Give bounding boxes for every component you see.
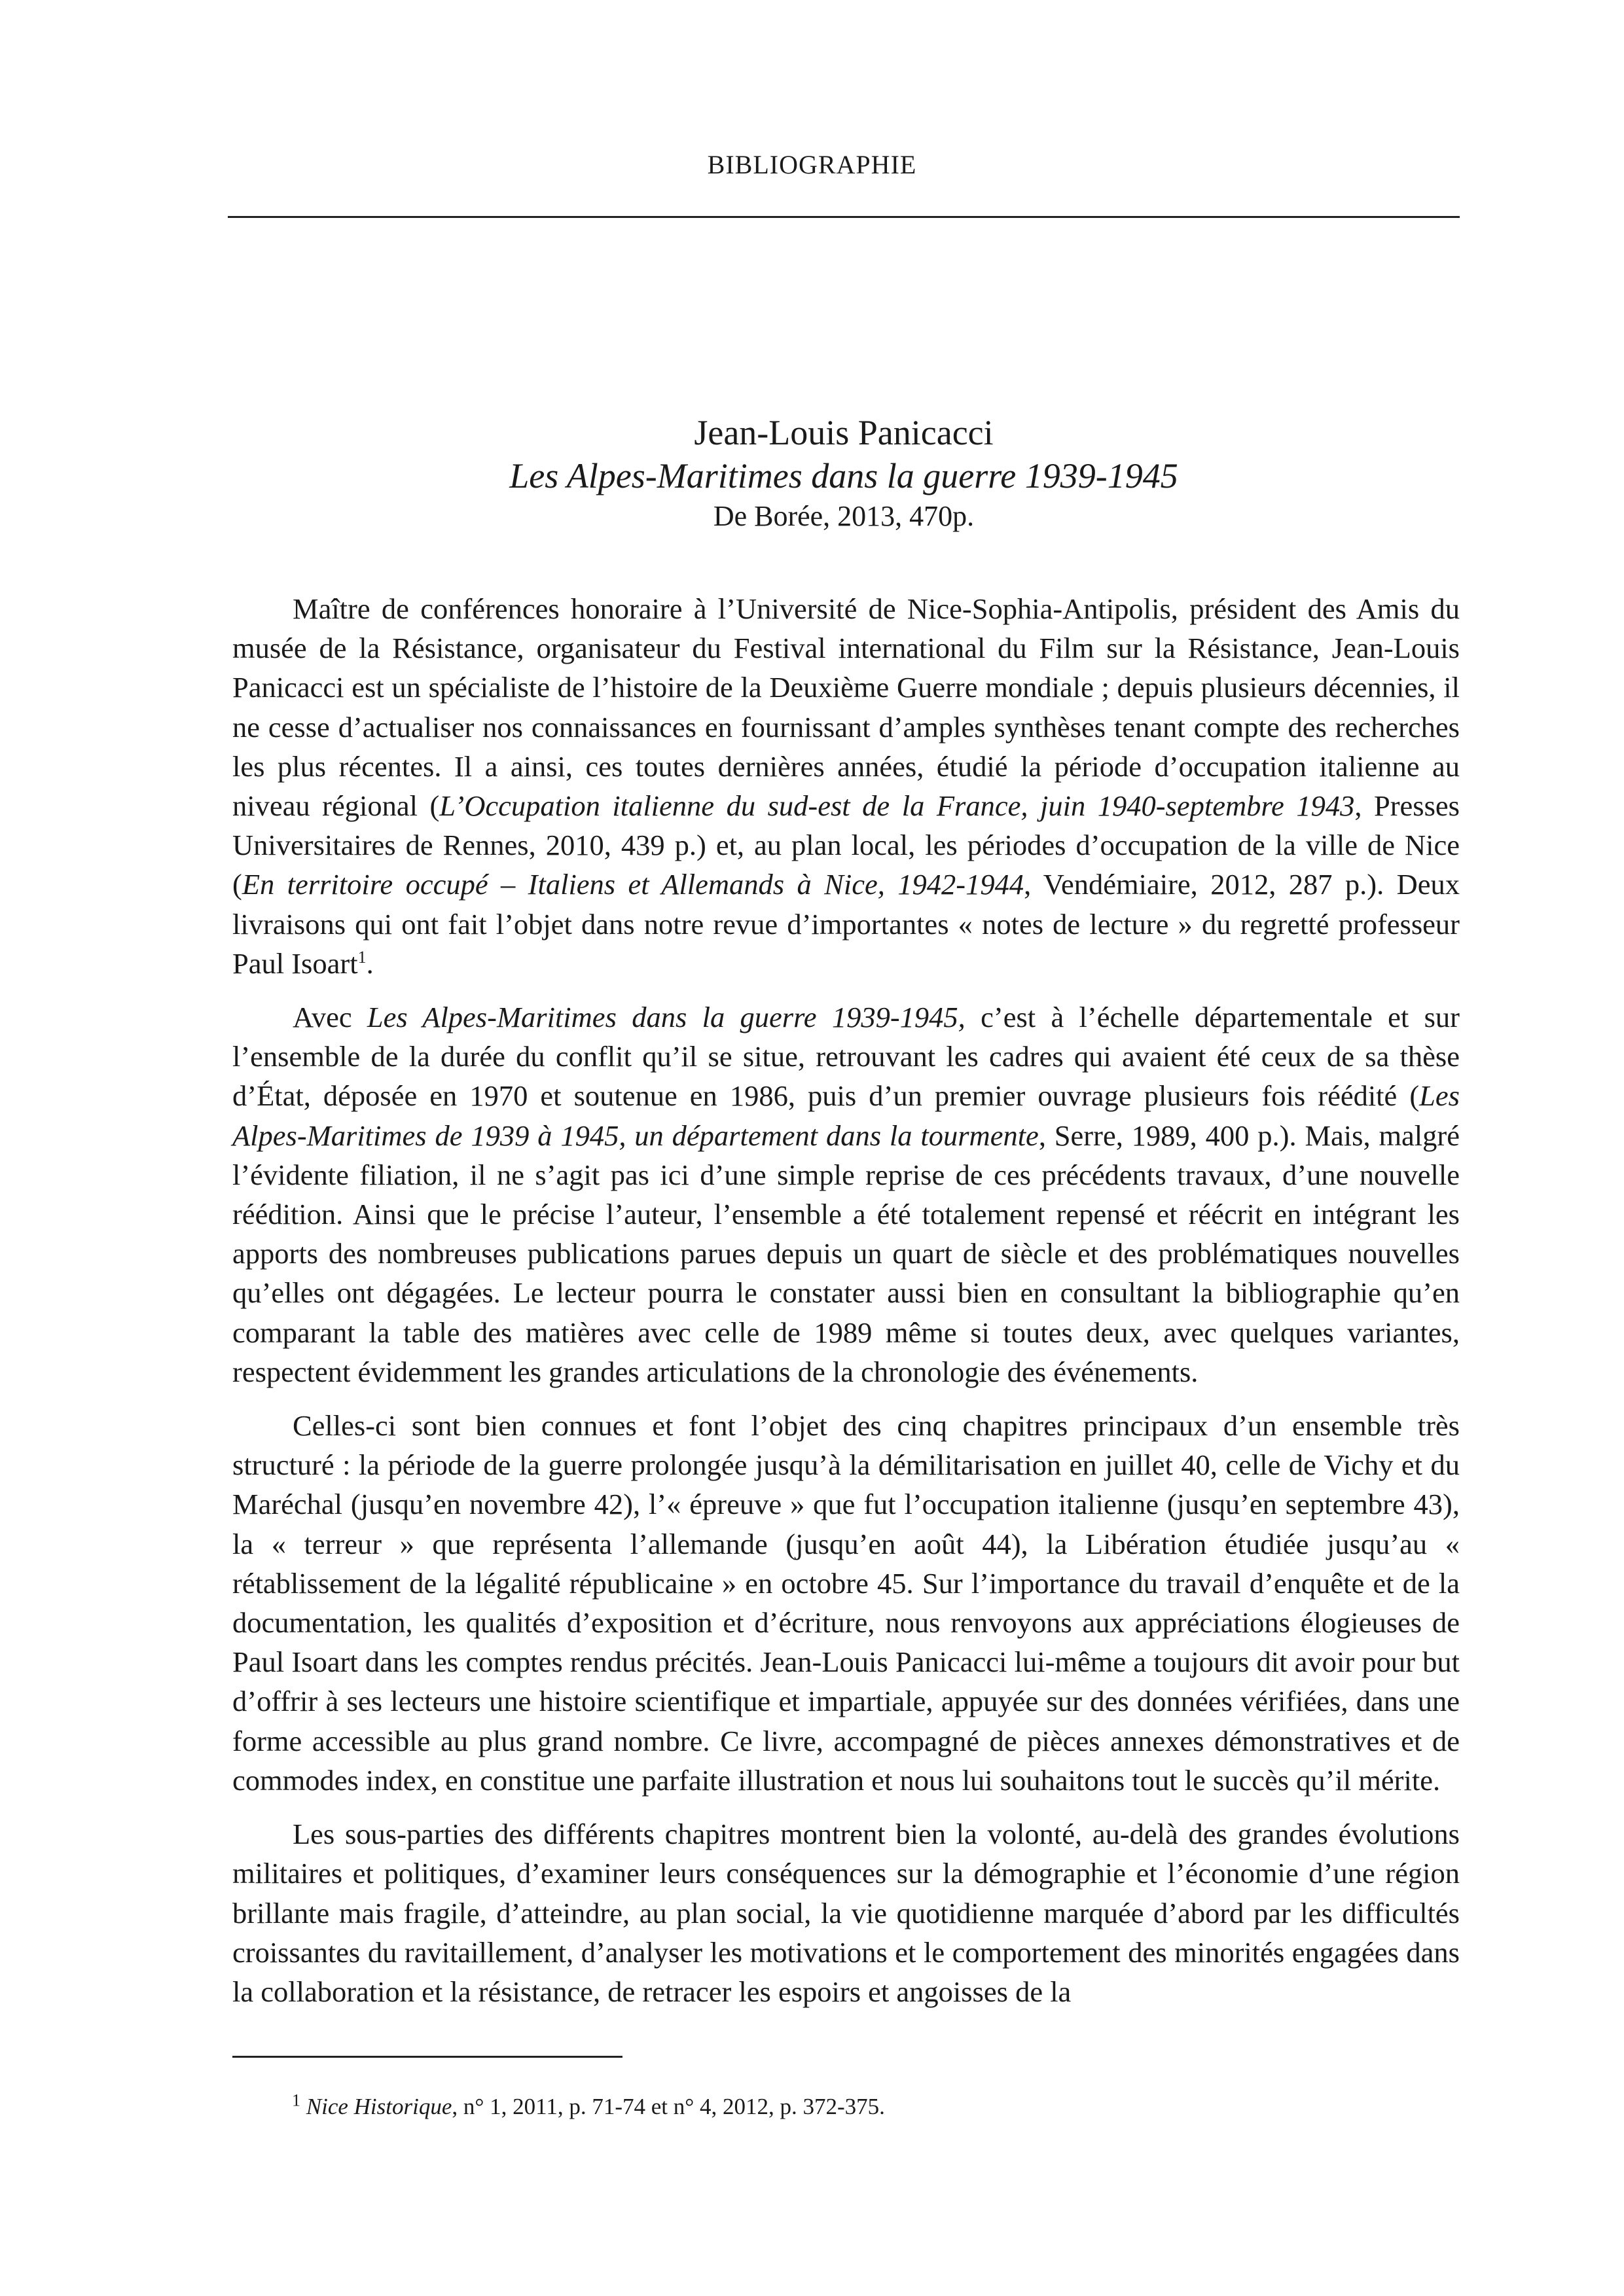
paragraph-3: Celles-ci sont bien connues et font l’objet des cinq chapitres principaux d’un ensemble très structuré : la période de la guerre prolongée jusqu’à la démilitarisation en juillet 40, celle de Vichy et du Maréchal (jusqu’en novembre 42), l’« épreuve » que fut l’occupation italienne (jusqu’en septembre 43), la « terreur » que représenta l’allemande (jusqu’en août 44), la Libération étudiée jusqu’au « rétablissement de la légalité républicaine » en octobre 45. Sur l’importance du travail d’enquête et de la documentation, les qualités d’exposition et d’écriture, nous renvoyons aux appréciations élogieuses de Paul Isoart dans les comptes rendus précités. Jean-Louis Panicacci lui-même a toujours dit avoir pour but d’offrir à ses lecteurs une histoire scientifique et impartiale, appuyée sur des données vérifiées, dans une forme accessible au plus grand nombre. Ce livre, accompagné de pièces annexes démonstratives et de commodes index, en constitue une parfaite illustration et nous lui souhaitons tout le succès qu’il mérite. [232,1409,1460,1797]
paragraph-2 [232,997,1460,1391]
review-body [232,589,1460,2026]
book-author: Jean-Louis Panicacci [694,413,994,452]
footnote-1 [292,2092,885,2121]
text-run: Maître de conférences honoraire à l’Université de Nice-Sophia-Antipolis, président des Amis du musée de la Résistance, organisateur du Festival international du Film sur la Résistance, Jean-Louis Panicacci est un spécialiste de l’histoire de la Deuxième Guerre mondiale ; depuis plusieurs décennies, il ne cesse d’actualiser nos connaissances en fournissant d’amples synthèses tenant compte des recherches les plus récentes. Il a ainsi, ces toutes dernières années, étudié la période d’occupation italienne au niveau régional ( [232,592,1460,823]
cited-title: L’Occupation italienne du sud-est de la France, juin 1940-septembre 1943 [439,789,1355,823]
text-run: , Serre, 1989, 400 p.). Mais, malgré l’évidente filiation, il ne s’agit pas ici d’une simple reprise de ces précédents travaux, d’une nouvelle réédition. Ainsi que le précise l’auteur, l’ensemble a été totalement repensé et réécrit en intégrant les apports des nombreuses publications parues depuis un quart de siècle et des problématiques nouvelles qu’elles ont dégagées. Le lecteur pourra le constater aussi bien en consultant la bibliographie qu’en comparant la table des matières avec celle de 1989 même si toutes deux, avec quelques variantes, respectent évidemment les grandes articulations de la chronologie des événements. [232,1119,1460,1388]
text-run: , Presses Universitaires de Rennes, 2010, 439 p.) et, au plan local, les périodes d’occupation de la ville de Nice ( [232,789,1460,901]
review-heading [228,411,1460,535]
text-run: c’est à l’échelle départementale et sur l’ensemble de la durée du conflit qu’il se situe, retrouvant les cadres qui avaient été ceux de sa thèse d’État, déposée en 1970 et soutenue en 1986, puis d’un premier ouvrage plusieurs fois réédité ( [232,1001,1460,1113]
paragraph-1 [232,589,1460,983]
header-divider [228,216,1460,218]
footnote-divider [232,2056,623,2058]
footnote-reference[interactable]: 1 [357,948,367,967]
footnote-number: 1 [292,2090,300,2110]
running-head: BIBLIOGRAPHIE [707,150,917,179]
footnote-text: , n° 1, 2011, p. 71-74 et n° 4, 2012, p. 372-375. [452,2094,885,2119]
text-run: . [366,946,374,980]
book-title: Les Alpes-Maritimes dans la guerre 1939-1945 [509,456,1178,495]
cited-title: Les Alpes-Maritimes dans la guerre 1939-1945, [367,1001,965,1034]
text-run: , Vendémiaire, 2012, 287 p.). Deux livraisons qui ont fait l’objet dans notre revue d’importantes « notes de lecture » du regretté professeur Paul Isoart [232,868,1460,980]
text-run: Avec [293,1001,367,1034]
book-publication: De Borée, 2013, 470p. [713,500,975,532]
cited-title: En territoire occupé – Italiens et Allemands à Nice, 1942-1944 [242,868,1024,901]
footnote-source-title: Nice Historique [306,2094,452,2119]
cited-title: Les Alpes-Maritimes de 1939 à 1945, un département dans la tourmente [232,1079,1460,1152]
paragraph-4: Les sous-parties des différents chapitres montrent bien la volonté, au-delà des grandes évolutions militaires et politiques, d’examiner leurs conséquences sur la démographie et l’économie d’une région brillante mais fragile, d’atteindre, au plan social, la vie quotidienne marquée d’abord par les difficultés croissantes du ravitaillement, d’analyser les motivations et le comportement des minorités engagées dans la collaboration et la résistance, de retracer les espoirs et angoisses de la [232,1818,1460,2008]
